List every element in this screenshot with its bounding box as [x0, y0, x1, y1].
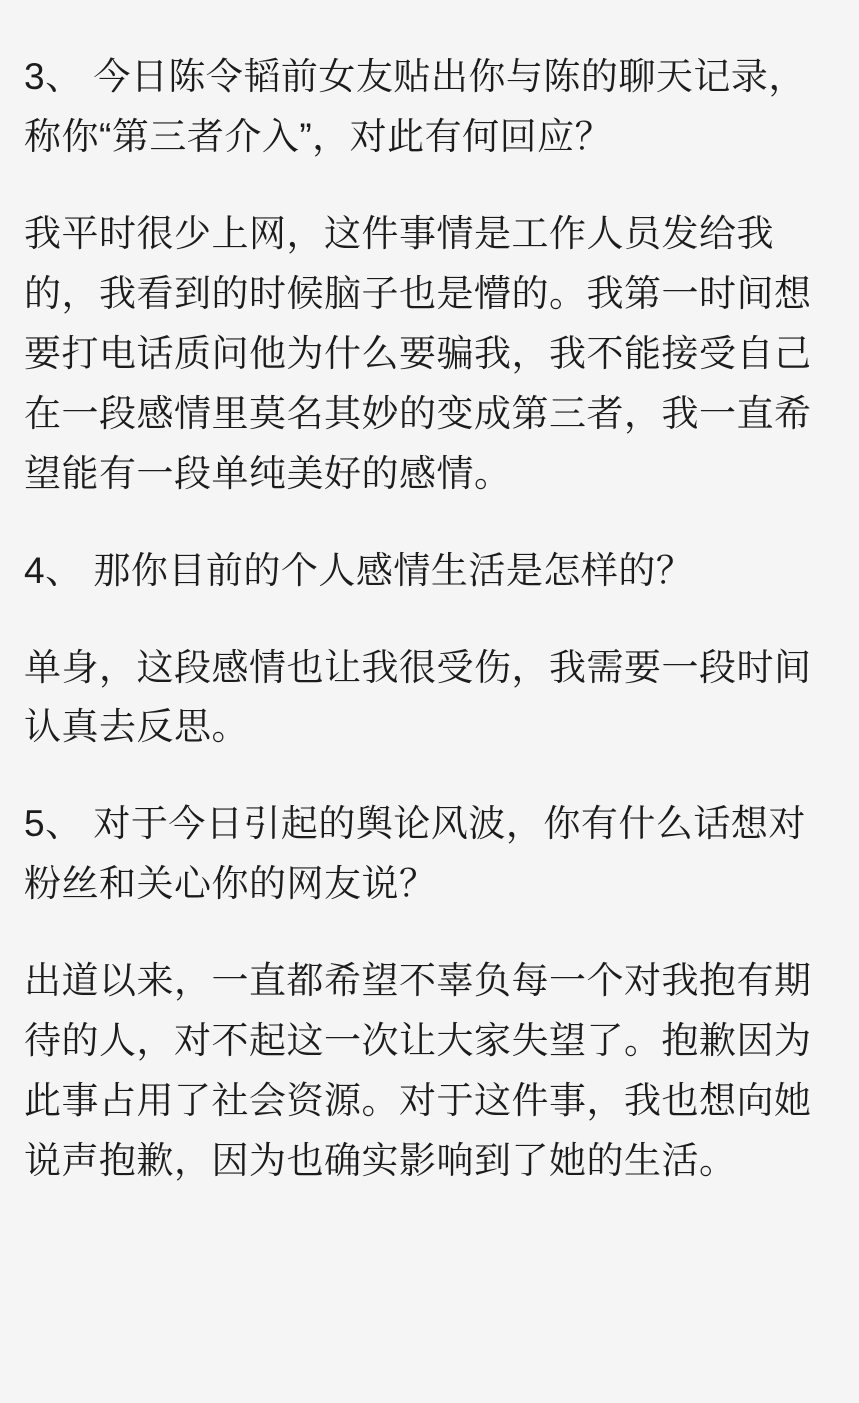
qa-block-3-question: [24, 47, 837, 167]
qa-block-4-question: [24, 541, 837, 601]
question-text: 5、 对于今日引起的舆论风波，你有什么话想对粉丝和关心你的网友说？: [24, 803, 806, 905]
qa-block-3-answer: [24, 204, 837, 504]
qa-block-5-question: [24, 794, 837, 914]
answer-text: 单身，这段感情也让我很受伤，我需要一段时间认真去反思。: [24, 646, 812, 748]
answer-text: 我平时很少上网，这件事情是工作人员发给我的，我看到的时候脑子也是懵的。我第一时间想要打电话质问他为什么要骗我，我不能接受自己在一段感情里莫名其妙的变成第三者，我一直希望能有一段单纯美好的感情。: [24, 212, 812, 494]
question-text: 4、 那你目前的个人感情生活是怎样的？: [24, 549, 694, 591]
qa-block-4-answer: [24, 638, 837, 758]
question-text: 3、 今日陈令韬前女友贴出你与陈的聊天记录，称你“第三者介入”，对此有何回应？: [24, 56, 806, 157]
answer-text: 出道以来，一直都希望不辜负每一个对我抱有期待的人，对不起这一次让大家失望了。抱歉因为此事占用了社会资源。对于这件事，我也想向她说声抱歉，因为也确实影响到了她的生活。: [24, 960, 812, 1182]
qa-block-5-answer: [24, 951, 837, 1191]
